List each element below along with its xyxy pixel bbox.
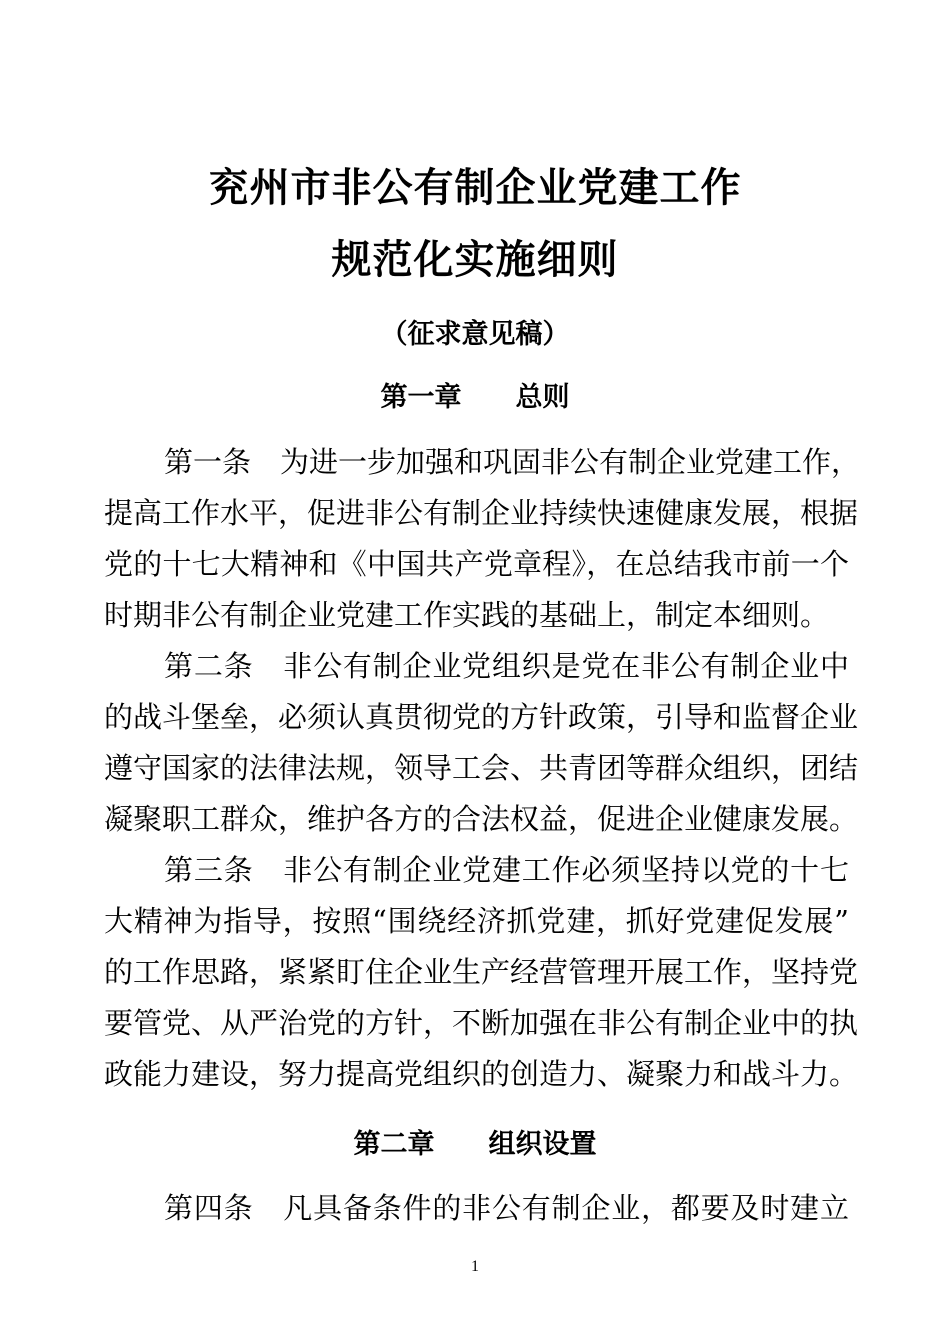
chapter-heading-2: 第二章 组织设置 [353,1129,597,1160]
document-title-line-1: 兖州市非公有制企业党建工作 [208,165,742,211]
article-3-line-4: 要管党、从严治党的方针，不断加强在非公有制企业中的执 [104,1006,859,1040]
article-1-line-2: 提高工作水平，促进非公有制企业持续快速健康发展，根据 [104,496,859,530]
article-3-line-1: 第三条 非公有制企业党建工作必须坚持以党的十七 [164,853,849,887]
article-1-line-1: 第一条 为进一步加强和巩固非公有制企业党建工作， [164,445,861,479]
article-2-line-2: 的战斗堡垒，必须认真贯彻党的方针政策，引导和监督企业 [104,700,859,734]
document-title-line-2: 规范化实施细则 [331,237,619,283]
article-3-line-5: 政能力建设，努力提高党组织的创造力、凝聚力和战斗力。 [104,1057,859,1091]
document-subtitle: （征求意见稿） [380,319,570,350]
article-3-line-2: 大精神为指导，按照“围绕经济抓党建，抓好党建促发展” [104,904,849,938]
article-2-line-4: 凝聚职工群众，维护各方的合法权益，促进企业健康发展。 [104,802,859,836]
article-2-line-3: 遵守国家的法律法规，领导工会、共青团等群众组织，团结 [104,751,859,785]
article-2-line-1: 第二条 非公有制企业党组织是党在非公有制企业中 [164,649,849,683]
article-4-line-1: 第四条 凡具备条件的非公有制企业，都要及时建立 [164,1191,849,1225]
article-1-line-4: 时期非公有制企业党建工作实践的基础上，制定本细则。 [104,598,830,632]
article-1-line-3: 党的十七大精神和《中国共产党章程》，在总结我市前一个 [104,547,849,581]
article-3-line-3: 的工作思路，紧紧盯住企业生产经营管理开展工作，坚持党 [104,955,859,989]
page-number: 1 [471,1258,479,1275]
chapter-heading-1: 第一章 总则 [380,382,570,413]
